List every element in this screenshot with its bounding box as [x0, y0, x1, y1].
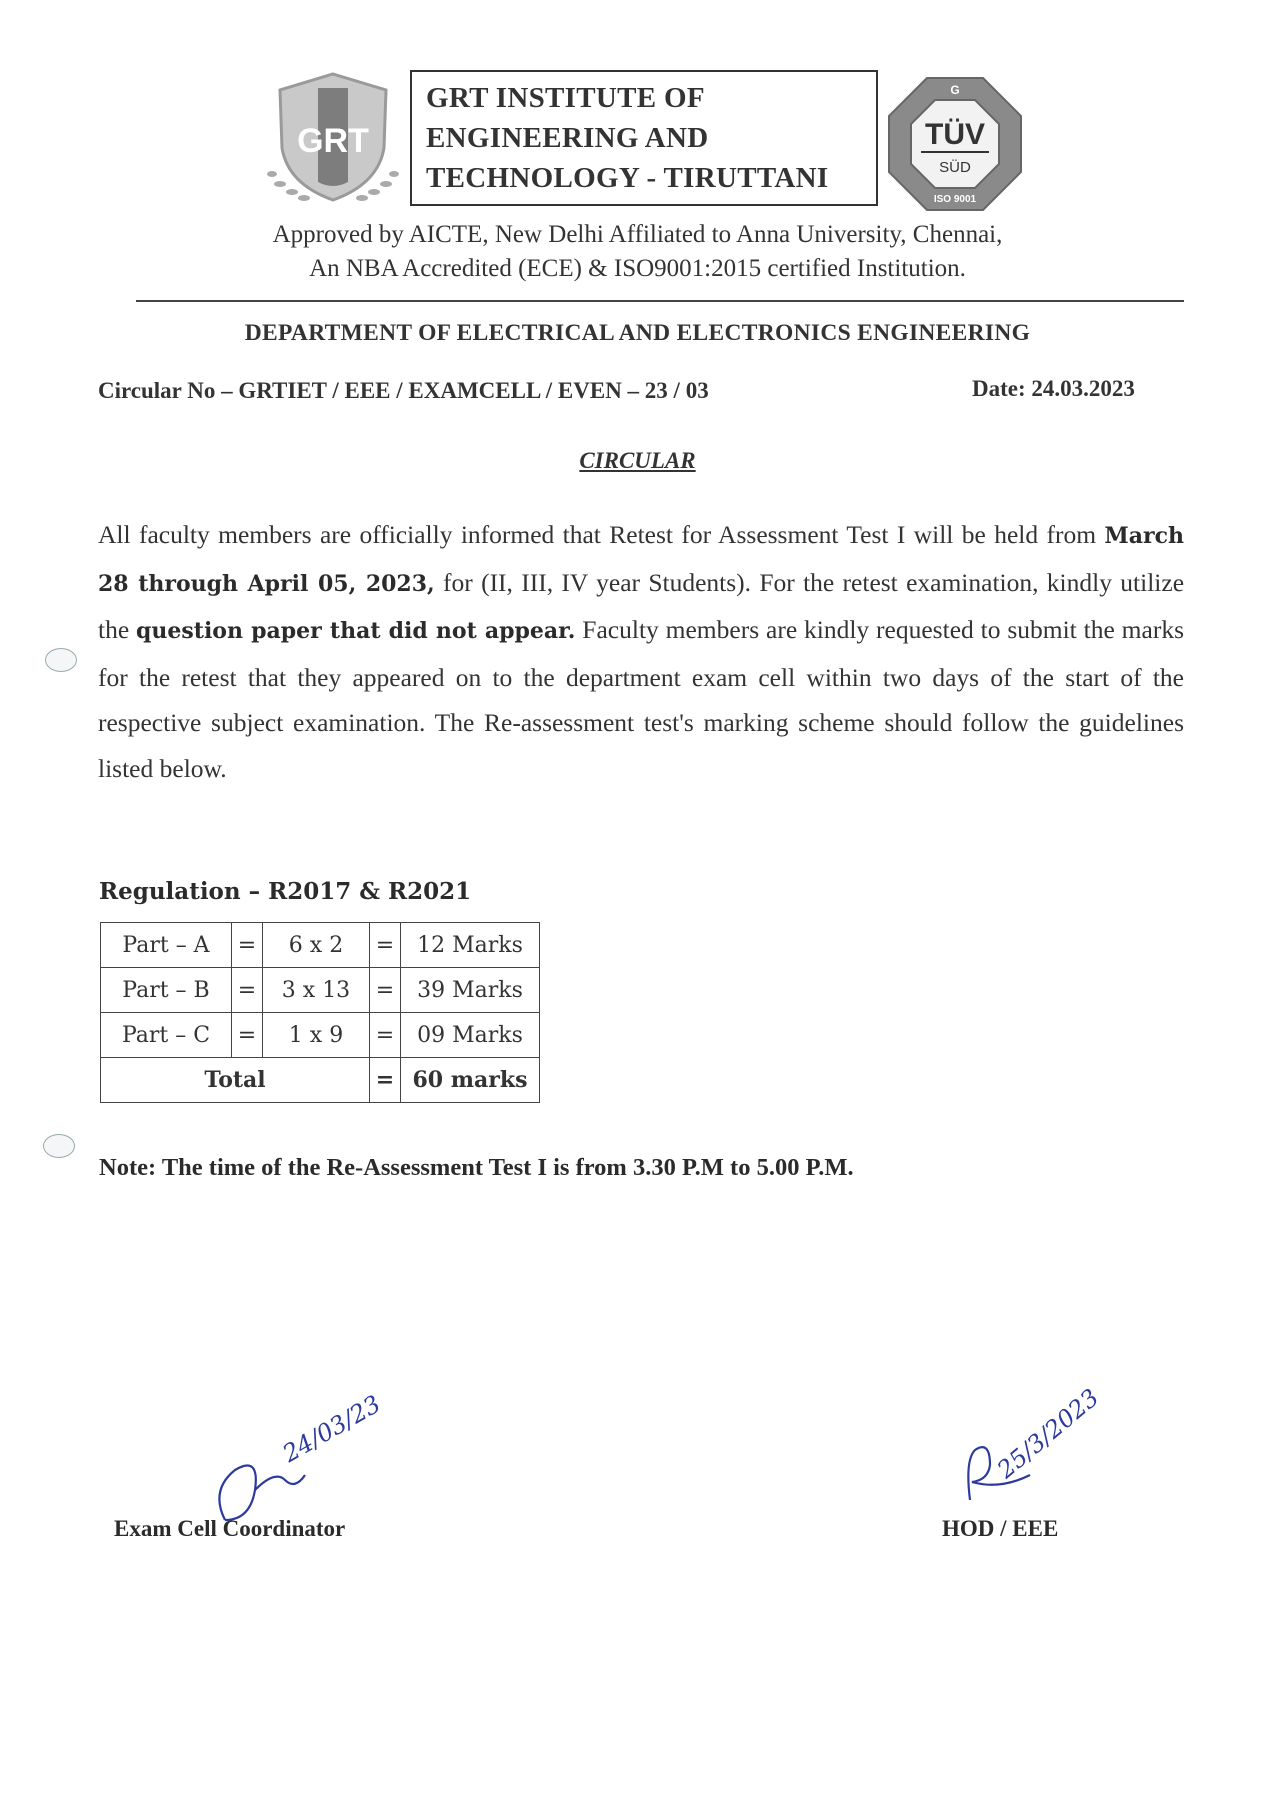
body-text-2: for (II, III, IV year Students). For the retest examination, kindly utilize the [98, 567, 1185, 644]
grt-logo-text: GRT [297, 122, 369, 160]
equals-cell: = [370, 1058, 401, 1103]
equals-cell: = [370, 1013, 401, 1058]
part-cell: Part – C [101, 1013, 232, 1058]
institute-name-line-2: ENGINEERING AND [426, 122, 709, 154]
punch-hole [43, 1134, 75, 1158]
institute-name-line-1: GRT INSTITUTE OF [426, 82, 705, 114]
institute-name-line-3: TECHNOLOGY - TIRUTTANI [426, 162, 829, 194]
total-label-cell: Total [101, 1058, 370, 1103]
body-text-1: All faculty members are officially informed that Retest for Assessment Test I will be held from [98, 520, 1105, 549]
hod-signature-date: 25/3/2023 [992, 1383, 1105, 1484]
part-cell: Part – B [101, 968, 232, 1013]
coordinator-signature-date: 24/03/23 [278, 1389, 386, 1468]
part-cell: Part – A [101, 923, 232, 968]
equals-cell: = [370, 968, 401, 1013]
approval-line-1: Approved by AICTE, New Delhi Affiliated to Anna University, Chennai, [272, 221, 1003, 248]
table-total-row [101, 1058, 540, 1103]
institute-name-box [410, 70, 878, 206]
coordinator-signature-label: Exam Cell Coordinator [114, 1516, 346, 1541]
iso-cert-text: ISO 9001 [933, 194, 977, 205]
circular-body [98, 512, 1184, 791]
formula-cell: 6 x 2 [263, 923, 370, 968]
circular-number: Circular No – GRTIET / EEE / EXAMCELL / EVEN – 23 / 03 [98, 378, 709, 403]
formula-cell: 3 x 13 [263, 968, 370, 1013]
marks-table [100, 922, 540, 1103]
approval-line-2: An NBA Accredited (ECE) & ISO9001:2015 certified Institution. [309, 255, 966, 282]
grt-shield-logo-icon [258, 66, 408, 216]
circular-title: CIRCULAR [579, 448, 696, 473]
marks-cell: 09 Marks [401, 1013, 540, 1058]
marks-cell: 12 Marks [401, 923, 540, 968]
body-bold-question-paper: question paper that did not appear. [136, 618, 576, 644]
exam-time-note: Note: The time of the Re-Assessment Test I is from 3.30 P.M to 5.00 P.M. [99, 1154, 854, 1181]
marks-cell: 39 Marks [401, 968, 540, 1013]
body-bold-dates: March 28 through April 05, 2023, [98, 523, 1184, 597]
formula-cell: 1 x 9 [263, 1013, 370, 1058]
tuv-sud-iso-logo-icon [885, 74, 1025, 214]
equals-cell: = [370, 923, 401, 968]
body-text-3: Faculty members are kindly requested to submit the marks for the retest that they appeared on to the department exam cell within two days of the start of the respective subject examination. The Re-assessment test's marking scheme should follow the guidelines listed below. [98, 615, 1184, 783]
department-heading: DEPARTMENT OF ELECTRICAL AND ELECTRONICS ENGINEERING [244, 320, 1031, 346]
hod-signature-label: HOD / EEE [942, 1516, 1059, 1541]
total-marks-cell: 60 marks [401, 1058, 540, 1103]
tuv-sub-text: SÜD [939, 159, 971, 176]
approval-statement [100, 218, 1175, 286]
table-row [101, 923, 540, 968]
equals-cell: = [232, 923, 263, 968]
circular-date: Date: 24.03.2023 [972, 376, 1135, 401]
svg-text:G: G [950, 83, 960, 97]
punch-hole [45, 648, 77, 672]
regulation-heading: Regulation – R2017 & R2021 [99, 878, 472, 905]
table-row [101, 968, 540, 1013]
table-row [101, 1013, 540, 1058]
header-divider [136, 300, 1184, 302]
equals-cell: = [232, 1013, 263, 1058]
tuv-brand-text: TÜV [925, 118, 985, 151]
equals-cell: = [232, 968, 263, 1013]
